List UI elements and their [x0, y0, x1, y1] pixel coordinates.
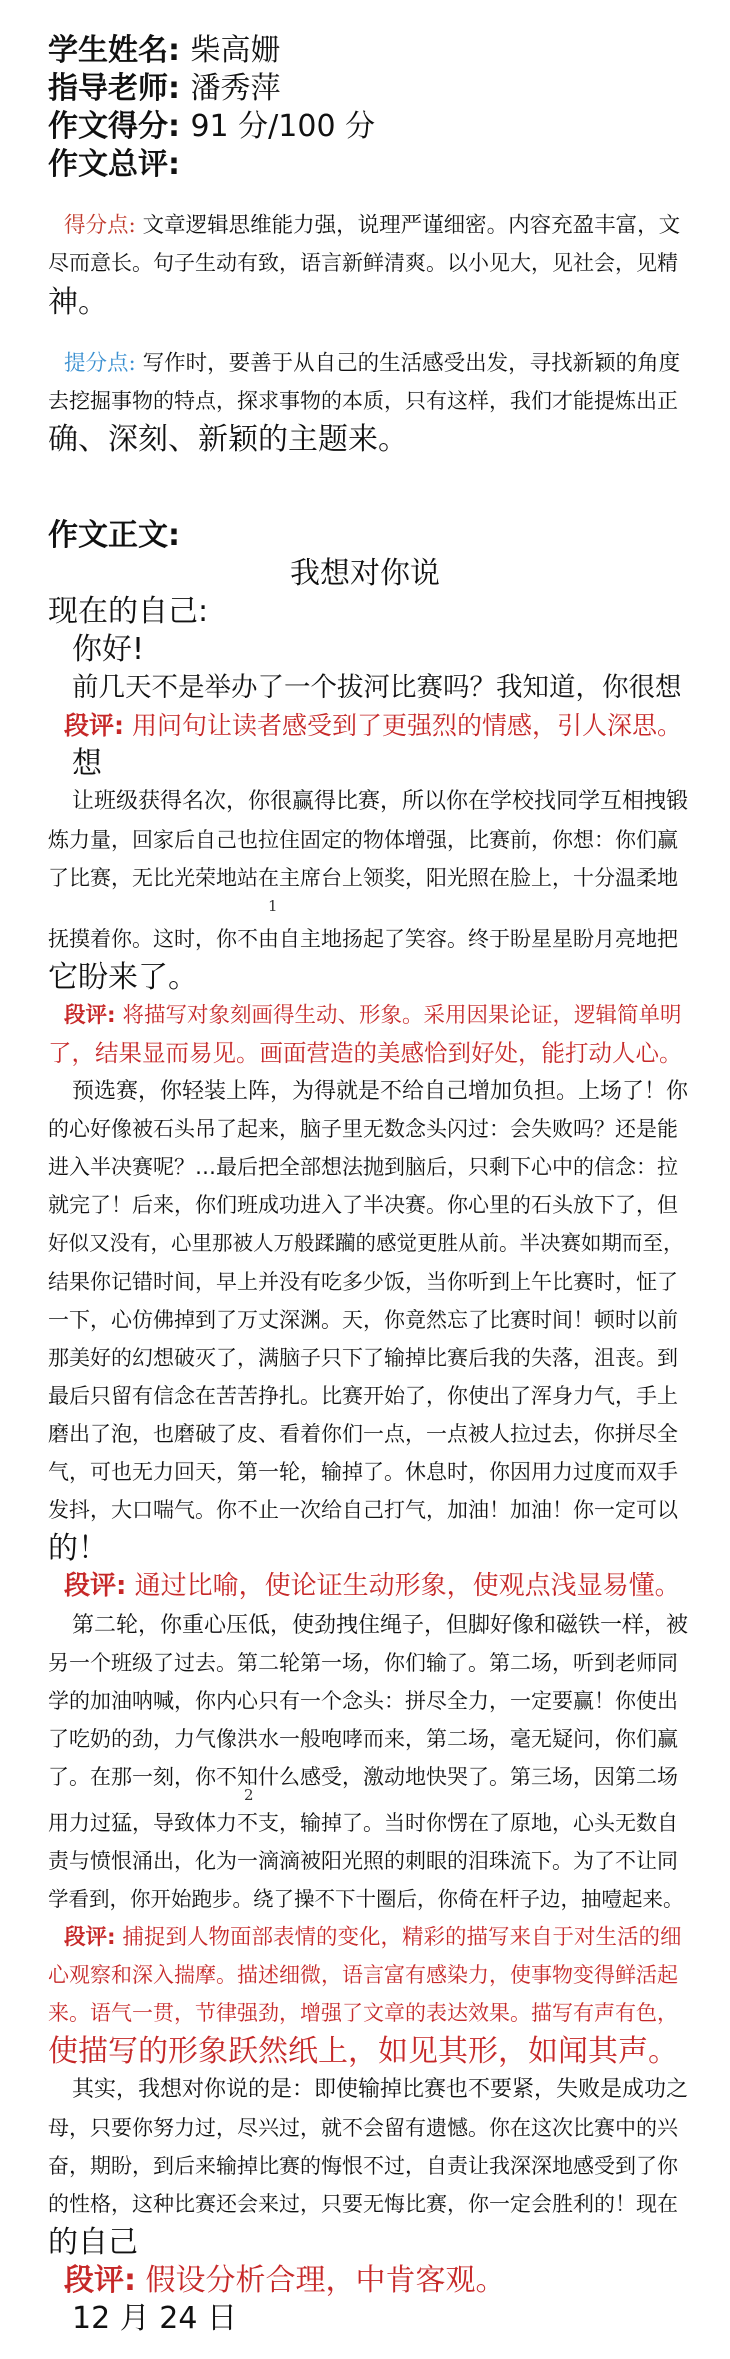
- para5-line-2: 母，只要你努力过，尽兴过，就不会留有遗憾。你在这次比赛中的兴: [48, 2115, 678, 2140]
- teacher-name: 潘秀萍: [190, 71, 281, 107]
- para3-line-6: 结果你记错时间，早上并没有吃多少饭，当你听到上午比赛时，怔了: [48, 1269, 678, 1294]
- para5-line-3: 奋，期盼，到后来输掉比赛的悔恨不过，自责让我深深地感受到了你: [48, 2153, 678, 2178]
- para3-line-11: 气，可也无力回天，第一轮，输掉了。休息时，你因用力过度而双手: [48, 1460, 678, 1485]
- para4-line-6: 用力过猛，导致体力不支，输掉了。当时你愣在了原地，心头无数自: [48, 1810, 678, 1835]
- tips-line-2: 去挖掘事物的特点，探求事物的本质，只有这样，我们才能提炼出正: [48, 388, 678, 413]
- comment4-line-4: 使描写的形象跃然纸上，如见其形，如闻其声。: [48, 2034, 678, 2070]
- comment4-line-1: 段评: 捕捉到人物面部表情的变化，精彩的描写来自于对生活的细: [64, 1925, 682, 1950]
- para3-line-7: 一下，心仿佛掉到了万丈深渊。天，你竟然忘了比赛时间！顿时以前: [48, 1307, 678, 1332]
- teacher-name-label: 指导老师:: [48, 71, 180, 107]
- para4-line-2: 另一个班级了过去。第二轮第一场，你们输了。第二场，听到老师同: [48, 1650, 678, 1675]
- essay-section-label: 作文正文:: [48, 517, 180, 553]
- comment2-line-1: 段评: 将描写对象刻画得生动、形象。采用因果论证，逻辑简单明: [64, 1002, 682, 1028]
- para4-line-7: 责与愤恨涌出，化为一滴滴被阳光照的刺眼的泪珠流下。为了不让同: [48, 1848, 678, 1873]
- greeting: 你好!: [72, 632, 145, 667]
- strengths-line-1: 得分点: 文章逻辑思维能力强，说理严谨细密。内容充盈丰富，文: [64, 213, 681, 239]
- para3-line-9: 最后只留有信念在苦苦挣扎。比赛开始了，你使出了浑身力气，手上: [48, 1383, 678, 1408]
- footnote-mark-2: 2: [244, 1785, 254, 1804]
- para1-line-1: 前几天不是举办了一个拔河比赛吗？我知道，你很想: [72, 672, 682, 704]
- salutation: 现在的自己:: [48, 593, 209, 629]
- para2-line-3: 了比赛，无比光荣地站在主席台上领奖，阳光照在脸上，十分温柔地: [48, 865, 678, 890]
- word-after-comment1: 想: [72, 746, 102, 782]
- essay-title: 我想对你说: [290, 555, 440, 591]
- comment2-label: 段评:: [64, 1002, 116, 1028]
- para3-line-5: 好似又没有，心里那被人万般蹂躏的感觉更胜从前。半决赛如期而至，: [48, 1231, 684, 1256]
- comment1-label: 段评:: [64, 711, 124, 741]
- tips-line-1: 提分点: 写作时，要善于从自己的生活感受出发，寻找新颖的角度: [64, 350, 681, 376]
- strengths-line-2: 尽而意长。句子生动有致，语言新鲜清爽。以小见大，见社会，见精: [48, 251, 678, 276]
- strengths-label: 得分点:: [64, 213, 136, 239]
- student-name-label: 学生姓名:: [48, 33, 180, 68]
- para2-line-1: 让班级获得名次，你很赢得比赛，所以你在学校找同学互相拽锻: [72, 789, 689, 815]
- para5-line-4: 的性格，这种比赛还会来过，只要无悔比赛，你一定会胜利的！现在: [48, 2191, 678, 2216]
- para3-line-1: 预选赛，你轻装上阵，为得就是不给自己增加负担。上场了！你: [72, 1079, 689, 1104]
- score-label: 作文得分:: [48, 109, 180, 145]
- para2-line-2: 炼力量，回家后自己也拉住固定的物体增强，比赛前，你想：你们赢: [48, 827, 678, 852]
- comment3-line-1: 段评: 通过比喻，使论证生动形象，使观点浅显易懂。: [64, 1571, 681, 1602]
- para5-line-5: 的自己: [48, 2224, 138, 2260]
- comment2-line-2: 了，结果显而易见。画面营造的美感恰到好处，能打动人心。: [48, 1038, 683, 1067]
- para3-line-2: 的心好像被石头吊了起来，脑子里无数念头闪过：会失败吗？还是能: [48, 1117, 678, 1142]
- teacher-info-row: [48, 69, 280, 111]
- para3-line-13: 的！: [48, 1531, 108, 1567]
- score-info-row: [48, 107, 375, 149]
- para4-line-8: 学看到，你开始跑步。绕了操不下十圈后，你倚在杆子边，抽噎起来。: [48, 1886, 684, 1911]
- footnote-mark-1: 1: [268, 897, 278, 916]
- para5-line-1: 其实，我想对你说的是：即使输掉比赛也不要紧，失败是成功之: [72, 2077, 689, 2103]
- para2-line-4: 抚摸着你。这时，你不由自主地扬起了笑容。终于盼星星盼月亮地把: [48, 926, 678, 951]
- score-value: 91 分/100 分: [190, 109, 376, 145]
- para2-line-5: 它盼来了。: [48, 959, 198, 995]
- para3-line-4: 就完了！后来，你们班成功进入了半决赛。你心里的石头放下了，但: [48, 1193, 678, 1218]
- comment5-line-1: 段评: 假设分析合理，中肯客观。: [64, 2262, 506, 2298]
- para4-line-1: 第二轮，你重心压低，使劲拽住绳子，但脚好像和磁铁一样，被: [72, 1612, 689, 1638]
- para4-line-4: 了吃奶的劲，力气像洪水一般咆哮而来，第二场，毫无疑问，你们赢: [48, 1726, 678, 1751]
- para3-line-3: 进入半决赛呢？…最后把全部想法抛到脑后，只剩下心中的信念：拉: [48, 1155, 678, 1180]
- summary-label: 作文总评:: [48, 147, 180, 183]
- comment1-line-1: 段评: 用问句让读者感受到了更强烈的情感，引人深思。: [64, 711, 682, 741]
- essay-date: 12 月 24 日: [72, 2301, 237, 2336]
- comment3-label: 段评:: [64, 1571, 127, 1602]
- para4-line-5: 了。在那一刻，你不知什么感受，激动地快哭了。第三场，因第二场: [48, 1764, 678, 1789]
- strengths-line-3: 神。: [48, 284, 108, 320]
- tips-line-3: 确、深刻、新颖的主题来。: [48, 421, 408, 457]
- comment5-label: 段评:: [64, 2262, 136, 2298]
- para3-line-12: 发抖，大口喘气。你不止一次给自己打气，加油！加油！你一定可以: [48, 1498, 678, 1523]
- para4-line-3: 学的加油呐喊，你内心只有一个念头：拼尽全力，一定要赢！你使出: [48, 1688, 678, 1713]
- student-name: 柴高姗: [190, 33, 281, 68]
- para3-line-8: 那美好的幻想破灭了，满脑子只下了输掉比赛后我的失落，沮丧。到: [48, 1345, 678, 1370]
- para3-line-10: 磨出了泡，也磨破了皮、看着你们一点，一点被人拉过去，你拼尽全: [48, 1422, 678, 1446]
- tips-label: 提分点:: [64, 350, 136, 376]
- comment4-line-2: 心观察和深入揣摩。描述细微，语言富有感染力，使事物变得鲜活起: [48, 1963, 678, 1988]
- student-info-row: [48, 31, 280, 73]
- comment4-line-3: 来。语气一贯，节律强劲，增强了文章的表达效果。描写有声有色，: [48, 2001, 678, 2026]
- comment4-label: 段评:: [64, 1925, 116, 1950]
